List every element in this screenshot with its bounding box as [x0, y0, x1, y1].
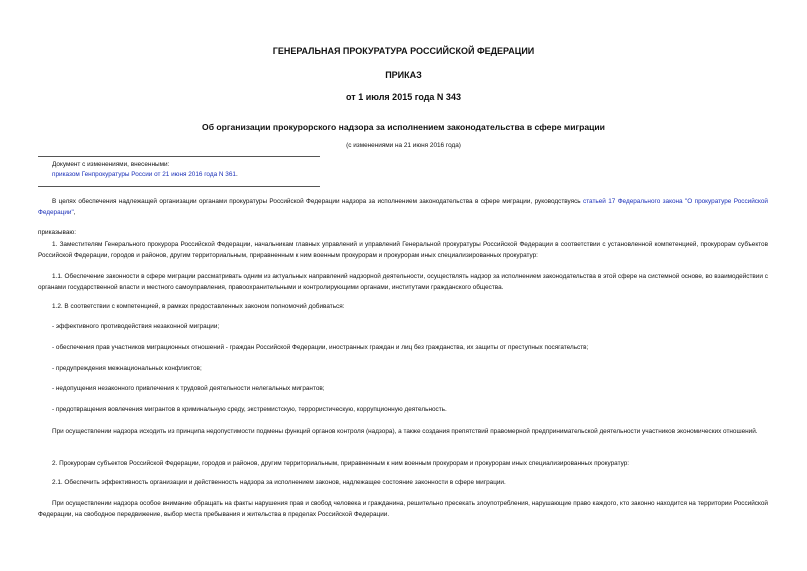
document-type: ПРИКАЗ [385, 70, 422, 80]
preamble-end: , [73, 208, 76, 216]
paragraph-1-1: 1.1. Обеспечение законности в сфере миграции рассматривать одним из актуальных направлений надзорной деятельности, осуществлять надзор за исполнением законодательства в этой сфере на системной основе, во взаимодействии с органами государственной власти и местного самоуправления, правоохранительными и контролирующими органами, институтами гражданского общества. [38, 273, 768, 291]
paragraph-2-1: 2.1. Обеспечить эффективность организации и действенность надзора за исполнением законов, надлежащее состояние законности в сфере миграции. [52, 479, 506, 486]
organization-heading: ГЕНЕРАЛЬНАЯ ПРОКУРАТУРА РОССИЙСКОЙ ФЕДЕРАЦИИ [272, 46, 535, 56]
law-article-link[interactable]: статьей 17 Федерального закона "О прокуратуре Российской Федерации" [38, 198, 768, 216]
changes-note-line [52, 171, 238, 178]
list-item: - недопущения незаконного привлечения к трудовой деятельности нелегальных мигрантов; [52, 385, 325, 392]
document-title: Об организации прокурорского надзора за исполнением законодательства в сфере миграции [202, 122, 605, 132]
document-date-number: от 1 июля 2015 года N 343 [346, 92, 461, 102]
paragraph-2: 2. Прокурорам субъектов Российской Федерации, городов и районов, другим территориальным, приравненным к ним военным прокурорам и прокурорам иных специализированных прокуратур: [52, 460, 630, 467]
amending-order-link[interactable]: приказом Генпрокуратуры России от 21 июня 2016 года N 361 [52, 171, 236, 178]
list-item: - предотвращения вовлечения мигрантов в криминальную среду, экстремистскую, террористическую, коррупционную деятельность. [52, 406, 447, 413]
order-word: приказываю: [38, 229, 76, 236]
changes-note-label: Документ с изменениями, внесенными: [52, 161, 170, 168]
list-item: - предупреждения межнациональных конфликтов; [52, 365, 202, 372]
list-item: - обеспечения прав участников миграционных отношений - граждан Российской Федерации, иностранных граждан и лиц без гражданства, их защиты от преступных посягательств; [52, 344, 589, 351]
changes-top-divider [38, 156, 320, 157]
paragraph-1: 1. Заместителям Генерального прокурора Российской Федерации, начальникам главных управлений и управлений Генеральной прокуратуры Российской Федерации в соответствии с установленной компетенцией, прокурорам субъектов Российской Федерации, городов и районов, другим территориальным, приравненным к ним военным прокурорам и прокурорам иных специализированных прокуратур: [38, 241, 768, 259]
list-item: - эффективного противодействия незаконной миграции; [52, 323, 220, 330]
preamble-paragraph [38, 197, 768, 218]
changes-bottom-divider [38, 186, 320, 187]
paragraph-1-2: 1.2. В соответствии с компетенцией, в рамках предоставленных законом полномочий добиваться: [52, 303, 345, 310]
amendment-date: (с изменениями на 21 июня 2016 года) [346, 142, 461, 149]
supervision-paragraph: При осуществлении надзора исходить из принципа недопустимости подмены функций органов контроля (надзора), а также создания препятствий правомерной предпринимательской деятельности участников экономических отношений. [52, 428, 758, 435]
final-paragraph: При осуществлении надзора особое внимание обращать на факты нарушения прав и свобод человека и гражданина, решительно пресекать злоупотребления, нарушающие право каждого, кто законно находится на территории Российской Федерации, на свободное передвижение, выбор места пребывания и жительства в пределах Российской Федерации. [38, 500, 768, 518]
preamble-text: В целях обеспечения надлежащей организации органами прокуратуры Российской Федерации надзора за исполнением законодательства в сфере миграции, руководствуясь [52, 198, 583, 205]
changes-note-suffix: . [235, 171, 238, 178]
